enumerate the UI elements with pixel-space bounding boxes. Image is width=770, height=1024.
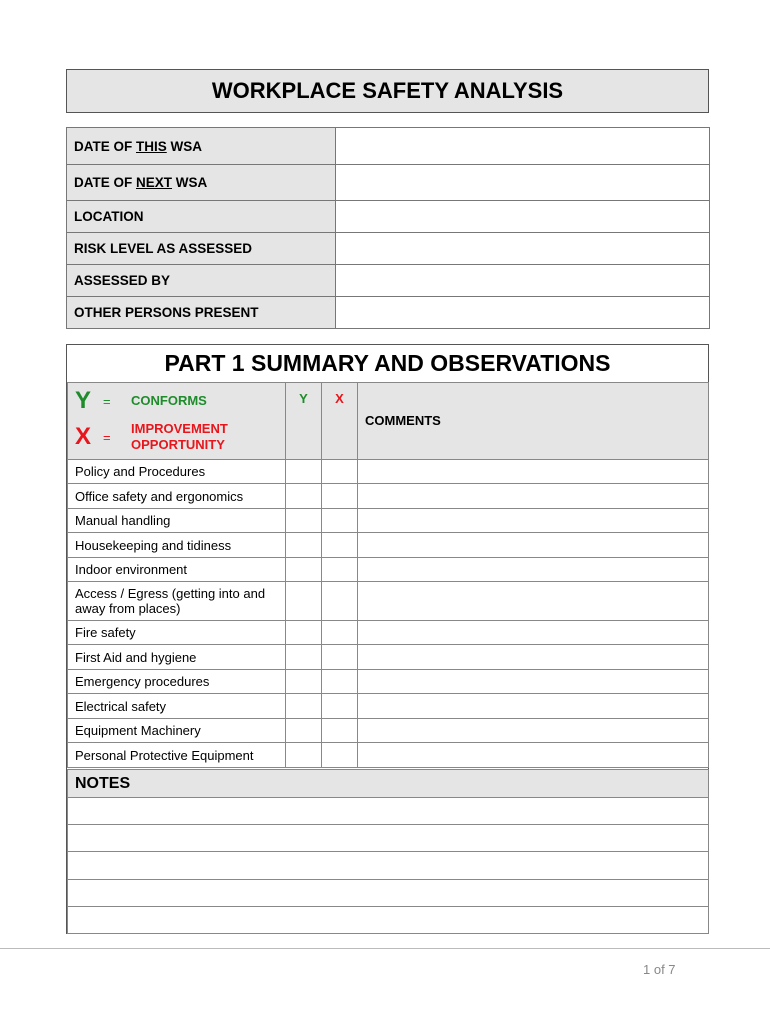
checklist-body xyxy=(68,460,709,768)
y-equals: = xyxy=(103,393,111,409)
checklist-row xyxy=(68,509,709,533)
risk-level-field[interactable] xyxy=(336,233,710,265)
info-row-date-this xyxy=(67,128,710,165)
checklist-item-label: Personal Protective Equipment xyxy=(68,743,286,768)
legend xyxy=(68,383,286,460)
comment-cell[interactable] xyxy=(358,484,709,509)
comment-cell[interactable] xyxy=(358,509,709,533)
checklist-header-row xyxy=(68,383,709,460)
x-checkbox-cell[interactable] xyxy=(322,533,358,558)
comment-cell[interactable] xyxy=(358,743,709,768)
notes-line[interactable] xyxy=(68,852,709,880)
x-checkbox-cell[interactable] xyxy=(322,743,358,768)
checklist-row xyxy=(68,645,709,670)
location-label: LOCATION xyxy=(67,201,336,233)
title-box xyxy=(66,69,709,113)
comment-cell[interactable] xyxy=(358,558,709,582)
comment-cell[interactable] xyxy=(358,645,709,670)
checklist-item-label: Indoor environment xyxy=(68,558,286,582)
x-checkbox-cell[interactable] xyxy=(322,558,358,582)
comment-cell[interactable] xyxy=(358,670,709,694)
comment-cell[interactable] xyxy=(358,694,709,719)
risk-level-label: RISK LEVEL AS ASSESSED xyxy=(67,233,336,265)
other-persons-label: OTHER PERSONS PRESENT xyxy=(67,297,336,329)
notes-table xyxy=(67,769,709,934)
page-number: 1 of 7 xyxy=(643,962,676,977)
column-y-header: Y xyxy=(286,383,322,460)
y-checkbox-cell[interactable] xyxy=(286,621,322,645)
info-row-risk-level xyxy=(67,233,710,265)
conforms-label: CONFORMS xyxy=(131,393,207,408)
assessed-by-field[interactable] xyxy=(336,265,710,297)
comment-cell[interactable] xyxy=(358,533,709,558)
part1-title: PART 1 SUMMARY AND OBSERVATIONS xyxy=(164,350,611,376)
y-checkbox-cell[interactable] xyxy=(286,670,322,694)
checklist-row xyxy=(68,484,709,509)
notes-line[interactable] xyxy=(68,907,709,934)
comments-header: COMMENTS xyxy=(358,383,709,460)
checklist-item-label: First Aid and hygiene xyxy=(68,645,286,670)
checklist-item-label: Housekeeping and tidiness xyxy=(68,533,286,558)
legend-conforms xyxy=(75,387,207,415)
notes-header-row xyxy=(68,770,709,798)
checklist-item-label: Policy and Procedures xyxy=(68,460,286,484)
y-checkbox-cell[interactable] xyxy=(286,558,322,582)
x-checkbox-cell[interactable] xyxy=(322,582,358,621)
improvement-label: IMPROVEMENT OPPORTUNITY xyxy=(131,421,228,452)
checklist-table xyxy=(67,382,709,768)
x-checkbox-cell[interactable] xyxy=(322,670,358,694)
comment-cell[interactable] xyxy=(358,582,709,621)
comment-cell[interactable] xyxy=(358,460,709,484)
checklist-row xyxy=(68,719,709,743)
legend-improvement xyxy=(75,421,228,453)
x-checkbox-cell[interactable] xyxy=(322,719,358,743)
date-this-field[interactable] xyxy=(336,128,710,165)
assessed-by-label: ASSESSED BY xyxy=(67,265,336,297)
notes-line[interactable] xyxy=(68,880,709,907)
checklist-row xyxy=(68,621,709,645)
checklist-item-label: Electrical safety xyxy=(68,694,286,719)
checklist-row xyxy=(68,533,709,558)
date-next-label: DATE OF NEXT WSA xyxy=(67,165,336,201)
x-checkbox-cell[interactable] xyxy=(322,645,358,670)
x-equals: = xyxy=(103,429,111,445)
checklist-row xyxy=(68,582,709,621)
y-checkbox-cell[interactable] xyxy=(286,460,322,484)
location-field[interactable] xyxy=(336,201,710,233)
checklist-row xyxy=(68,460,709,484)
info-row-other-persons xyxy=(67,297,710,329)
date-this-label: DATE OF THIS WSA xyxy=(67,128,336,165)
y-checkbox-cell[interactable] xyxy=(286,694,322,719)
info-row-location xyxy=(67,201,710,233)
checklist-item-label: Manual handling xyxy=(68,509,286,533)
date-next-field[interactable] xyxy=(336,165,710,201)
checklist-item-label: Access / Egress (getting into and away from places) xyxy=(68,582,286,621)
checklist-row xyxy=(68,670,709,694)
checklist-item-label: Office safety and ergonomics xyxy=(68,484,286,509)
checklist-item-label: Fire safety xyxy=(68,621,286,645)
x-checkbox-cell[interactable] xyxy=(322,484,358,509)
x-checkbox-cell[interactable] xyxy=(322,509,358,533)
column-x-header: X xyxy=(322,383,358,460)
checklist-row xyxy=(68,694,709,719)
y-checkbox-cell[interactable] xyxy=(286,582,322,621)
comment-cell[interactable] xyxy=(358,719,709,743)
x-checkbox-cell[interactable] xyxy=(322,621,358,645)
y-checkbox-cell[interactable] xyxy=(286,484,322,509)
y-symbol: Y xyxy=(75,387,92,414)
info-row-date-next xyxy=(67,165,710,201)
notes-line[interactable] xyxy=(68,798,709,825)
wsa-info-table xyxy=(66,127,710,329)
checklist-item-label: Equipment Machinery xyxy=(68,719,286,743)
checklist-row xyxy=(68,743,709,768)
part1-title-bar xyxy=(67,345,708,382)
notes-line[interactable] xyxy=(68,825,709,852)
part1-section xyxy=(66,344,709,934)
x-checkbox-cell[interactable] xyxy=(322,694,358,719)
y-checkbox-cell[interactable] xyxy=(286,533,322,558)
comment-cell[interactable] xyxy=(358,621,709,645)
x-checkbox-cell[interactable] xyxy=(322,460,358,484)
y-checkbox-cell[interactable] xyxy=(286,743,322,768)
checklist-item-label: Emergency procedures xyxy=(68,670,286,694)
other-persons-field[interactable] xyxy=(336,297,710,329)
info-row-assessed-by xyxy=(67,265,710,297)
page-title: WORKPLACE SAFETY ANALYSIS xyxy=(211,78,564,103)
y-checkbox-cell[interactable] xyxy=(286,509,322,533)
checklist-row xyxy=(68,558,709,582)
y-checkbox-cell[interactable] xyxy=(286,645,322,670)
x-symbol: X xyxy=(75,423,92,450)
y-checkbox-cell[interactable] xyxy=(286,719,322,743)
notes-header: NOTES xyxy=(68,770,709,798)
footer-divider xyxy=(0,948,770,949)
